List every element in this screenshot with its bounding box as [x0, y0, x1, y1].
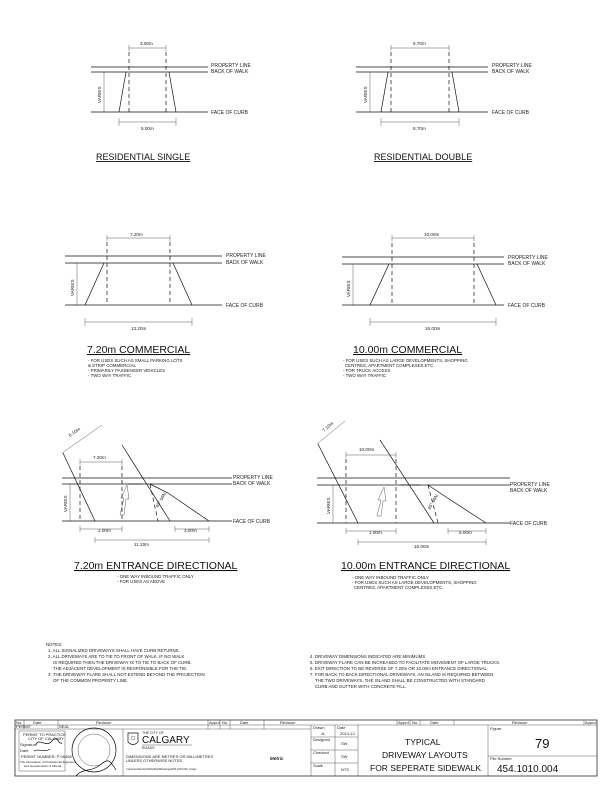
- com720-face-of-curb: FACE OF CURB: [226, 303, 263, 309]
- ent720-diag-dim: 6.10m: [67, 426, 82, 438]
- ent720-title: 7.20m ENTRANCE DIRECTIONAL: [74, 560, 238, 572]
- com1000-title: 10.00m COMMERCIAL: [353, 344, 463, 356]
- ent720-varies: VARIES: [63, 495, 68, 512]
- tb-unless: UNLESS OTHERWISE NOTED: [126, 758, 183, 763]
- tb-roads: ROADS: [142, 746, 155, 750]
- res-single-varies: VARIES: [97, 86, 102, 103]
- ent1000-bullet: - ONE WAY INBOUND TRAFFIC ONLY: [352, 575, 429, 580]
- title-block: [15, 720, 597, 776]
- tb-scale-label: Scale: [313, 763, 324, 768]
- note-line: 1. ALL SIGNALIZED DRIVEWAYS SHALL HAVE CURB RETURNS.: [48, 648, 180, 653]
- tb-seal: SEAL: [59, 724, 70, 729]
- tb-figure-label: Figure: [490, 726, 502, 731]
- tb-designed-label: Designed: [313, 737, 330, 742]
- notes-block: [46, 642, 500, 689]
- ent1000-left-dim: 1.00m: [369, 530, 382, 535]
- res-single-property-line: PROPERTY LINE: [211, 63, 251, 69]
- com720-bottom-dim: 13.20m: [131, 326, 147, 331]
- tb-date: Date: [430, 720, 439, 725]
- note-line: THE TWO DRIVEWAYS. THE ISLAND SHALL BE CONSTRUCTED WITH STANDARD: [315, 678, 485, 683]
- tb-checked-label: Checked: [313, 750, 329, 755]
- tb-no: No.: [222, 720, 229, 725]
- res-single-back-of-walk: BACK OF WALK: [211, 69, 249, 75]
- res-double-face-of-curb: FACE OF CURB: [492, 110, 529, 116]
- entrance-720-diagram: [62, 425, 273, 584]
- res-double-property-line: PROPERTY LINE: [492, 63, 532, 69]
- ent1000-diag-dim: 7.10m: [321, 420, 335, 433]
- ent720-left-dim: 1.00m: [98, 528, 111, 533]
- permit-line: and Geoscientists of Alberta: [24, 764, 62, 768]
- tb-permit: PERMIT: [16, 724, 32, 729]
- res-double-back-of-walk: BACK OF WALK: [492, 69, 530, 75]
- com1000-bottom-dim: 16.00m: [425, 326, 441, 331]
- tb-revision: Revision: [96, 720, 112, 725]
- ent1000-property-line: PROPERTY LINE: [510, 482, 550, 488]
- com1000-bullet: - TWO WAY TRAFFIC: [343, 373, 387, 378]
- com720-bullet: - TWO WAY TRAFFIC: [88, 373, 132, 378]
- ent720-bullet: - ONE WAY INBOUND TRAFFIC ONLY: [117, 574, 194, 579]
- tb-file-no: 454.1010.004: [497, 764, 559, 775]
- tb-metric: Metric: [270, 756, 284, 761]
- entrance-1000-diagram: [317, 421, 550, 590]
- tb-calgary: CALGARY: [142, 735, 190, 746]
- res-double-top-dim: 6.70m: [413, 41, 426, 46]
- permit-line: PERMIT TO PRACTICE: [23, 732, 66, 737]
- note-line: 4. DRIVEWAY DIMENSIONS INDICATED ARE MINIMUMS.: [310, 654, 427, 659]
- tb-title-line: DRIVEWAY LAYOUTS: [382, 750, 468, 760]
- com720-bullet: - PRIMARILY PASSENGER VEHICLES: [88, 368, 166, 373]
- res-double-bottom-dim: 8.70m: [413, 126, 426, 131]
- note-line: 7. FOR BACK TO BACK DIRECTIONAL DRIVEWAYS, AN ISLAND IS REQUIRED BETWEEN: [310, 672, 494, 677]
- tb-date-val: 2014-12: [340, 731, 355, 736]
- ent1000-title: 10.00m ENTRANCE DIRECTIONAL: [341, 560, 511, 572]
- notes-heading: NOTES:: [46, 642, 63, 647]
- ent1000-varies: VARIES: [326, 497, 331, 514]
- date-signature-mark: [34, 749, 50, 751]
- permit-line: PERMIT NUMBER: P 06408: [21, 754, 72, 759]
- note-line: THE ADJACENT DEVELOPMENT IS RESPONSIBLE FOR THE TIE.: [53, 666, 188, 671]
- ent1000-back-of-walk: BACK OF WALK: [510, 488, 548, 494]
- res-single-bottom-dim: 5.00m: [141, 126, 154, 131]
- note-line: IS REQUIRED THEN THE DRIVEWAY IS TO TIE TO BACK OF CURB.: [53, 660, 192, 665]
- com720-bullet: - FOR USES SUCH AS SMALL PARKING LOTS: [88, 358, 183, 363]
- commercial-720-diagram: [65, 232, 266, 378]
- com720-bullet: & STRIP COMMERCIAL: [88, 363, 136, 368]
- tb-no: No.: [16, 720, 23, 725]
- ent1000-angle: 45° MIN.: [426, 492, 440, 511]
- tb-dims-note: DIMENSIONS ARE METRES OR MILLIMETRES: [126, 754, 214, 759]
- ent720-face-of-curb: FACE OF CURB: [233, 519, 270, 525]
- ent720-angle: 45° MIN.: [154, 490, 168, 509]
- com720-top-dim: 7.20m: [130, 232, 143, 237]
- com1000-bullet: - FOR TRUCK ACCESS: [343, 368, 391, 373]
- permit-line: CITY OF CALGARY: [28, 736, 64, 741]
- ent1000-face-of-curb: FACE OF CURB: [510, 521, 547, 527]
- tb-title-line: FOR SEPERATE SIDEWALK: [370, 763, 481, 773]
- ent1000-bottom-dim: 16.00m: [414, 544, 430, 549]
- ent720-bottom-dim: 11.20m: [134, 542, 149, 547]
- tb-file-label: File Number: [490, 756, 512, 761]
- res-double-title: RESIDENTIAL DOUBLE: [374, 152, 473, 162]
- residential-double-diagram: [356, 41, 532, 162]
- tb-drawn-label: Drawn: [313, 725, 325, 730]
- com1000-face-of-curb: FACE OF CURB: [508, 303, 545, 309]
- ent1000-top-dim: 10.00m: [359, 447, 375, 452]
- residential-single-diagram: [91, 41, 251, 162]
- ent720-right-dim: 3.00m: [184, 528, 197, 533]
- com1000-property-line: PROPERTY LINE: [508, 255, 548, 261]
- tb-revision: Revision: [512, 720, 528, 725]
- commercial-1000-diagram: [342, 232, 548, 378]
- tb-revision: Revision: [280, 720, 296, 725]
- ent720-bullet: - FOR USES AS ABOVE: [117, 579, 166, 584]
- calgary-crest-icon: [128, 733, 138, 745]
- tb-apprd: Apprd: [585, 720, 596, 725]
- res-double-varies: VARIES: [363, 86, 368, 103]
- tb-scale-val: NTS: [341, 767, 349, 772]
- note-line: OF THE COMMON PROPERTY LINE.: [53, 678, 129, 683]
- tb-date: Date: [240, 720, 249, 725]
- com1000-top-dim: 10.00m: [424, 232, 440, 237]
- note-line: 3. THE DRIVEWAY FLARE SHALL NOT EXTEND BEYOND THE PROJECTION: [48, 672, 205, 677]
- tb-apprd: Apprd: [209, 720, 220, 725]
- com720-property-line: PROPERTY LINE: [226, 253, 266, 259]
- tb-path: J:\process\Section\Stds\2014\Drawings\454.1010.004_r0.dgn: [126, 768, 197, 771]
- com1000-bullet: - FOR USES SUCH AS LARGE DEVELOPMENTS, SHOPPING: [343, 358, 468, 363]
- tb-title-line: TYPICAL: [405, 737, 441, 747]
- tb-checked-by: SW: [341, 754, 348, 759]
- res-single-face-of-curb: FACE OF CURB: [211, 110, 248, 116]
- tb-date: Date: [33, 720, 42, 725]
- com720-varies: VARIES: [70, 279, 75, 296]
- tb-figure-no: 79: [535, 736, 550, 751]
- ent1000-bullet: - FOR USES SUCH AS LARGE DEVELOPMENTS, SHOPPING: [352, 580, 477, 585]
- note-line: CURB AND GUTTER WITH CONCRETE FILL.: [315, 684, 407, 689]
- note-line: 2. ALL DRIVEWAYS ARE TO TIE TO FRONT OF WALK. IF NO WALK: [48, 654, 185, 659]
- note-line: 5. DRIVEWAY FLARE CAN BE INCREASED TO FACILITATE MOVEMENT OF LARGE TRUCKS.: [310, 660, 501, 665]
- tb-no: No.: [412, 720, 419, 725]
- ent720-top-dim: 7.20m: [93, 455, 106, 460]
- com1000-back-of-walk: BACK OF WALK: [508, 261, 546, 267]
- res-single-title: RESIDENTIAL SINGLE: [96, 152, 191, 162]
- professional-engineer-seal: [72, 728, 116, 772]
- note-line: 6. EXIT DIRECTION TO BE REVERSE OF 7.20m OR 10.00m ENTRANCE DIRECTIONAL.: [310, 666, 489, 671]
- permit-line: Date: [20, 748, 29, 753]
- ent720-back-of-walk: BACK OF WALK: [233, 481, 271, 487]
- ent1000-bullet: CENTRES, APARTMENT COMPLEXES ETC.: [354, 585, 444, 590]
- com1000-varies: VARIES: [346, 280, 351, 297]
- com1000-bullet: CENTRES, APARTMENT COMPLEXES ETC.: [345, 363, 435, 368]
- com720-back-of-walk: BACK OF WALK: [226, 260, 264, 266]
- tb-city-of: THE CITY OF: [142, 731, 164, 735]
- ent1000-right-dim: 5.00m: [459, 530, 472, 535]
- permit-line: The Association of Professional Engineers: [20, 760, 77, 764]
- tb-date-label: Date: [337, 725, 346, 730]
- com720-title: 7.20m COMMERCIAL: [87, 344, 191, 356]
- res-single-top-dim: 3.00m: [140, 41, 153, 46]
- ent720-property-line: PROPERTY LINE: [233, 475, 273, 481]
- tb-designed-by: SW: [341, 741, 348, 746]
- tb-apprd: Apprd: [398, 720, 409, 725]
- tb-drawn-by: JL: [321, 731, 326, 736]
- permit-line: Signature: [20, 742, 38, 747]
